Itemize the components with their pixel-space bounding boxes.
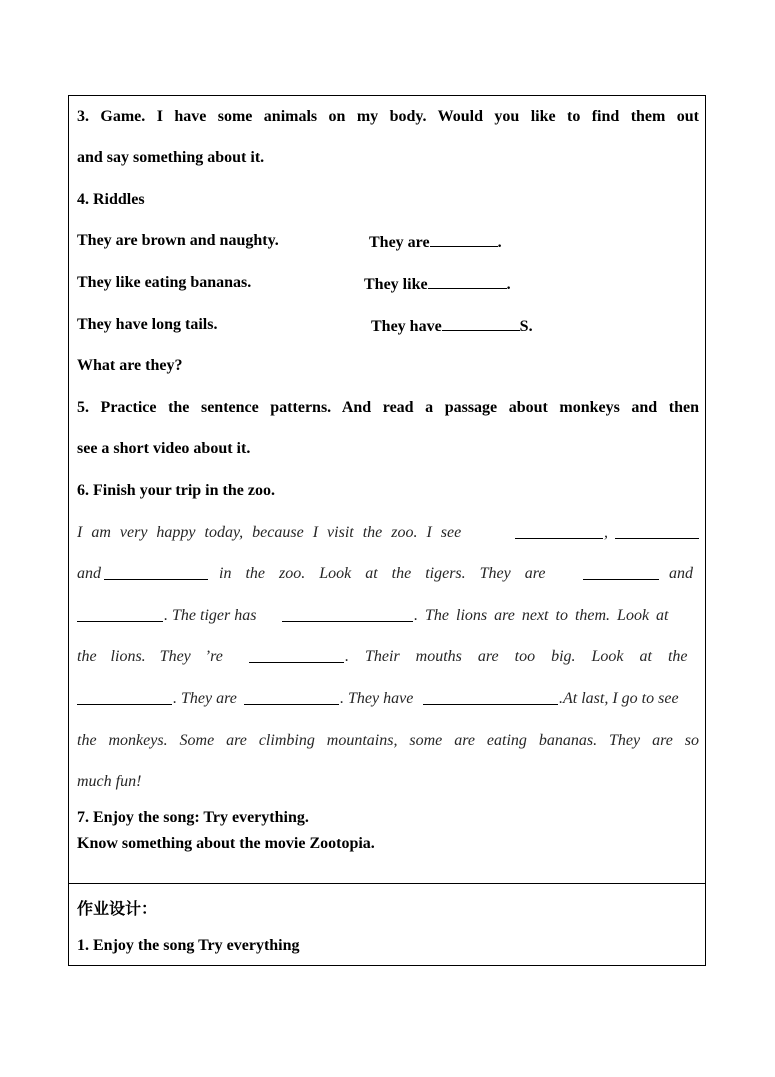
passage-line-2	[77, 565, 699, 585]
riddle-3-right	[371, 316, 533, 336]
table-divider	[69, 883, 705, 884]
passage-blank	[104, 565, 208, 580]
section5-line1: 5. Practice the sentence patterns. And read a passage about monkeys and then	[77, 399, 699, 416]
passage-text: . The lions are next to them. Look at	[414, 607, 669, 624]
passage-blank	[249, 648, 344, 663]
passage-text: . They are	[173, 690, 237, 707]
riddle-2-blank	[428, 274, 507, 289]
passage-blank	[244, 690, 339, 705]
section6-title: 6. Finish your trip in the zoo.	[77, 482, 275, 499]
passage-blank	[77, 690, 172, 705]
section3-line2: and say something about it.	[77, 149, 265, 166]
riddle-2-right	[364, 274, 511, 294]
section3-line1: 3. Game. I have some animals on my body. Would you like to find them out	[77, 108, 699, 125]
passage-blank	[583, 565, 659, 580]
riddle-1-blank	[430, 232, 498, 247]
passage-blank	[515, 524, 603, 539]
passage-text: and	[669, 565, 693, 582]
passage-blank	[282, 607, 413, 622]
passage-line-1	[77, 524, 699, 544]
homework-title: 作业设计：	[77, 899, 158, 918]
passage-text: . They have	[340, 690, 414, 707]
passage-line-7: much fun!	[77, 773, 142, 790]
passage-text: in the zoo. Look at the tigers. They are	[219, 565, 546, 582]
passage-blank	[423, 690, 558, 705]
riddle-1-right	[369, 232, 502, 252]
section5-line2: see a short video about it.	[77, 440, 251, 457]
section7-line2: Know something about the movie Zootopia.	[77, 835, 375, 852]
riddle-2-left: They like eating bananas.	[77, 274, 252, 291]
riddle-1-suffix: .	[497, 234, 502, 251]
passage-text: I am very happy today, because I visit the zoo. I see	[77, 524, 462, 541]
passage-line-5	[77, 690, 699, 710]
passage-blank	[615, 524, 699, 539]
riddle-2-suffix: .	[506, 276, 511, 293]
passage-blank	[77, 607, 163, 622]
riddle-3-left: They have long tails.	[77, 316, 218, 333]
passage-line-3	[77, 607, 699, 627]
passage-text: . Their mouths are too big. Look at the	[345, 648, 688, 665]
passage-text: . The tiger has	[164, 607, 257, 624]
riddle-1-left: They are brown and naughty.	[77, 232, 279, 249]
riddle-3-suffix: S.	[519, 318, 533, 335]
passage-text: .At last, I go to see	[559, 690, 679, 707]
passage-text: the lions. They ’re	[77, 648, 223, 665]
homework-item-1: 1. Enjoy the song Try everything	[77, 937, 300, 954]
section4-title: 4. Riddles	[77, 191, 145, 208]
riddle-1-prefix: They are	[369, 234, 430, 251]
passage-text: ,	[604, 524, 608, 541]
riddle-3-prefix: They have	[371, 318, 442, 335]
section7-line1: 7. Enjoy the song: Try everything.	[77, 809, 309, 826]
riddle-3-blank	[442, 316, 520, 331]
passage-line-4	[77, 648, 699, 668]
passage-text: and	[77, 565, 101, 582]
riddle-2-prefix: They like	[364, 276, 428, 293]
riddle-question: What are they?	[77, 357, 183, 374]
passage-line-6: the monkeys. Some are climbing mountains, some are eating bananas. They are so	[77, 732, 699, 749]
